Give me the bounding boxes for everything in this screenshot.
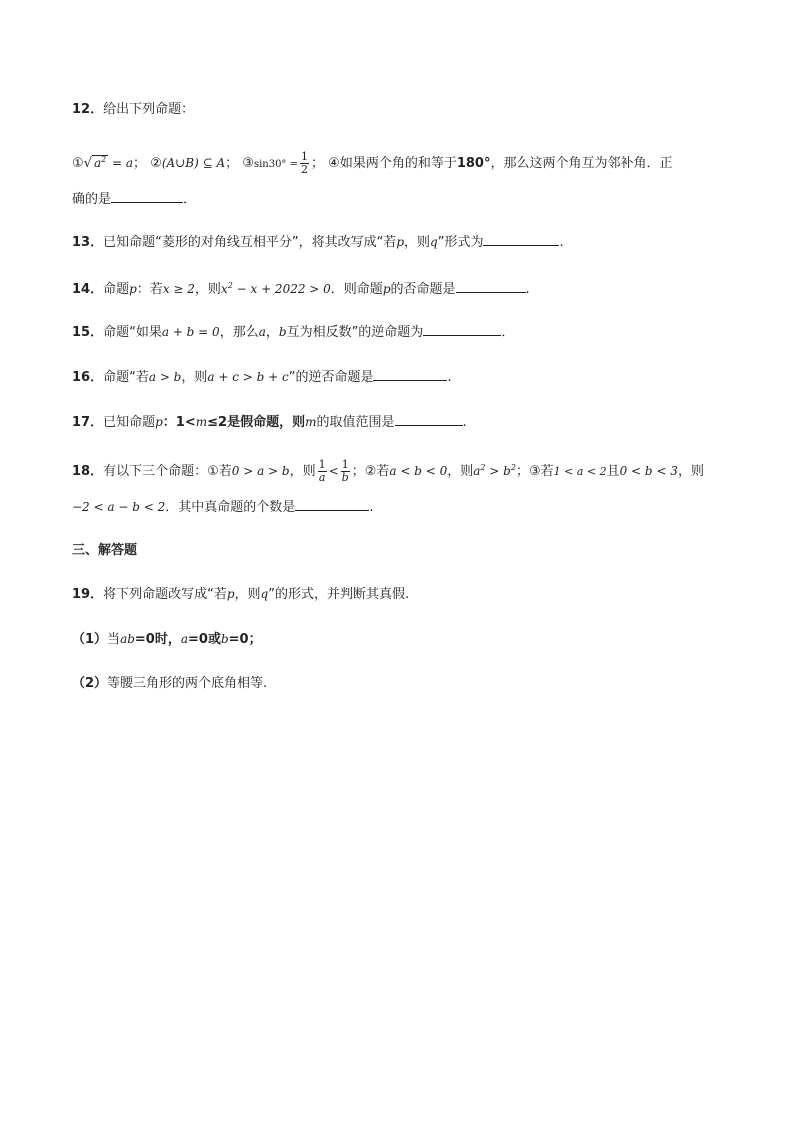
var-ab: ab bbox=[120, 632, 135, 646]
question-text: ．其中真命题的个数是 bbox=[165, 500, 296, 515]
fraction: $\frac{1}{2}$ bbox=[301, 150, 308, 176]
question-text: ，则 bbox=[181, 370, 208, 385]
question-text: 的否命题是 bbox=[390, 282, 456, 297]
question-number: 12． bbox=[72, 102, 104, 117]
inequality-expr: a + c > b + c bbox=[207, 370, 289, 384]
sqrt-expr: √ $a^2$ bbox=[83, 155, 107, 171]
question-text: 给出下列命题： bbox=[103, 102, 195, 117]
question-text: ≤2是假命题，则 bbox=[207, 415, 306, 430]
question-text: ， bbox=[265, 325, 279, 340]
question-text: 将下列命题改写成“若 bbox=[103, 587, 227, 602]
circled-4: ④ bbox=[328, 156, 340, 171]
question-number: 19． bbox=[72, 587, 104, 602]
var-m: m bbox=[305, 415, 317, 429]
question-19 bbox=[72, 584, 409, 605]
period: ． bbox=[501, 325, 515, 340]
question-text: ，则 bbox=[289, 464, 316, 479]
part-label: （2） bbox=[72, 676, 108, 691]
question-text: 命题“如果 bbox=[103, 325, 162, 340]
answer-blank[interactable] bbox=[423, 321, 501, 336]
question-text: 有以下三个命题：①若 bbox=[103, 464, 232, 479]
part-label: （1） bbox=[72, 632, 108, 647]
var-p: p bbox=[155, 415, 163, 429]
var-p: p bbox=[226, 587, 235, 601]
question-14 bbox=[72, 276, 530, 300]
answer-blank[interactable] bbox=[295, 496, 369, 511]
inequality-expr: $x^2 - x + 2022 > 0$ bbox=[220, 281, 331, 296]
question-text: ”的形式，并判断其真假. bbox=[268, 587, 410, 602]
answer-prompt: 确的是 bbox=[72, 192, 112, 207]
inequality-expr: a < b < 0 bbox=[389, 464, 448, 478]
var-p: p bbox=[396, 235, 404, 249]
question-text: ”形式为 bbox=[437, 235, 484, 250]
circled-3: ③ bbox=[242, 156, 254, 171]
question-13 bbox=[72, 231, 564, 253]
answer-blank[interactable] bbox=[395, 411, 463, 426]
question-text: =0； bbox=[228, 632, 262, 647]
var-p: p bbox=[382, 282, 391, 296]
period: . bbox=[447, 370, 452, 385]
less-than: < bbox=[328, 464, 339, 478]
question-number: 14． bbox=[72, 282, 104, 297]
period: . bbox=[462, 415, 467, 430]
question-text: ，则 bbox=[677, 464, 704, 479]
answer-blank[interactable] bbox=[111, 188, 183, 203]
var-p: p bbox=[129, 282, 137, 296]
math-expr: = a bbox=[108, 156, 134, 170]
question-text: 命题“若 bbox=[103, 370, 149, 385]
period: . bbox=[559, 235, 564, 250]
inequality-expr: 1 < a < 2 bbox=[553, 465, 607, 478]
statement-text: ，那么这两个角互为邻补角．正 bbox=[490, 156, 673, 171]
question-12 bbox=[72, 100, 194, 120]
question-text: ，那么 bbox=[219, 325, 259, 340]
question-text: ，则 bbox=[404, 235, 431, 250]
question-text: 已知命题 bbox=[103, 415, 156, 430]
separator: ； bbox=[311, 156, 325, 171]
question-text: ，则 bbox=[447, 464, 474, 479]
period: . bbox=[369, 500, 374, 515]
section-heading: 三、解答题 bbox=[72, 543, 138, 558]
question-text: 互为相反数”的逆命题为 bbox=[286, 325, 424, 340]
question-text: ，则 bbox=[194, 282, 221, 297]
question-text: 等腰三角形的两个底角相等. bbox=[107, 676, 268, 691]
question-18-line-2 bbox=[72, 496, 373, 518]
question-text: ；②若 bbox=[351, 464, 390, 479]
period: . bbox=[525, 282, 530, 297]
question-text: 当 bbox=[107, 632, 121, 647]
question-number: 15． bbox=[72, 325, 104, 340]
question-18 bbox=[72, 458, 704, 484]
var-q: q bbox=[260, 587, 269, 601]
question-number: 18． bbox=[72, 464, 104, 479]
fraction: $\frac{1}{a}$ bbox=[318, 458, 326, 484]
condition-expr: x ≥ 2 bbox=[162, 282, 195, 296]
question-text: 且 bbox=[606, 464, 620, 479]
question-17 bbox=[72, 411, 467, 433]
question-text: ．则命题 bbox=[330, 282, 383, 297]
sin-expr: sin30° = bbox=[253, 159, 298, 170]
circled-2: ② bbox=[150, 156, 162, 171]
inequality-expr: a > b bbox=[148, 370, 182, 384]
var-q: q bbox=[430, 235, 438, 249]
inequality-expr: −2 < a − b < 2 bbox=[72, 500, 166, 514]
inequality-expr: 0 < b < 3 bbox=[619, 464, 678, 478]
question-19-part-1 bbox=[72, 629, 262, 650]
var-a: a bbox=[180, 632, 189, 646]
question-text: 已知命题“菱形的对角线互相平分”，将其改写成“若 bbox=[103, 235, 397, 250]
var-a: a bbox=[258, 325, 266, 339]
var-b: b bbox=[278, 325, 287, 339]
question-text: ，则 bbox=[234, 587, 261, 602]
question-text: ：若 bbox=[136, 282, 163, 297]
separator: ； bbox=[133, 156, 147, 171]
question-text: ”的逆否命题是 bbox=[288, 370, 374, 385]
inequality-expr: 0 > a > b bbox=[231, 464, 290, 478]
set-expr: (A∪B) ⊆ A bbox=[161, 156, 226, 170]
question-12-answer-line bbox=[72, 188, 196, 210]
question-12-options bbox=[72, 150, 672, 176]
answer-blank[interactable] bbox=[373, 366, 447, 381]
equation-expr: a + b = 0 bbox=[161, 325, 220, 339]
question-text: 的取值范围是 bbox=[316, 415, 395, 430]
question-number: 17． bbox=[72, 415, 104, 430]
degree-value: 180° bbox=[456, 156, 491, 171]
question-19-part-2 bbox=[72, 674, 267, 694]
circled-1: ① bbox=[72, 156, 84, 171]
var-m: m bbox=[195, 415, 208, 429]
answer-blank[interactable] bbox=[456, 278, 526, 293]
question-text: ；③若 bbox=[515, 464, 554, 479]
fraction: $\frac{1}{b}$ bbox=[341, 458, 349, 484]
inequality-expr: $a^2 > b^2$ bbox=[473, 463, 516, 478]
statement-text: 如果两个角的和等于 bbox=[339, 156, 457, 171]
question-text: 命题 bbox=[103, 282, 130, 297]
question-15 bbox=[72, 321, 514, 343]
period: ． bbox=[183, 192, 197, 207]
separator: ； bbox=[225, 156, 239, 171]
question-number: 16． bbox=[72, 370, 104, 385]
question-16 bbox=[72, 366, 452, 388]
question-text: =0或 bbox=[188, 632, 221, 647]
question-text: =0时， bbox=[134, 632, 181, 647]
question-number: 13． bbox=[72, 235, 104, 250]
var-b: b bbox=[220, 632, 229, 646]
answer-blank[interactable] bbox=[483, 231, 559, 246]
question-text: ：1< bbox=[162, 415, 196, 430]
